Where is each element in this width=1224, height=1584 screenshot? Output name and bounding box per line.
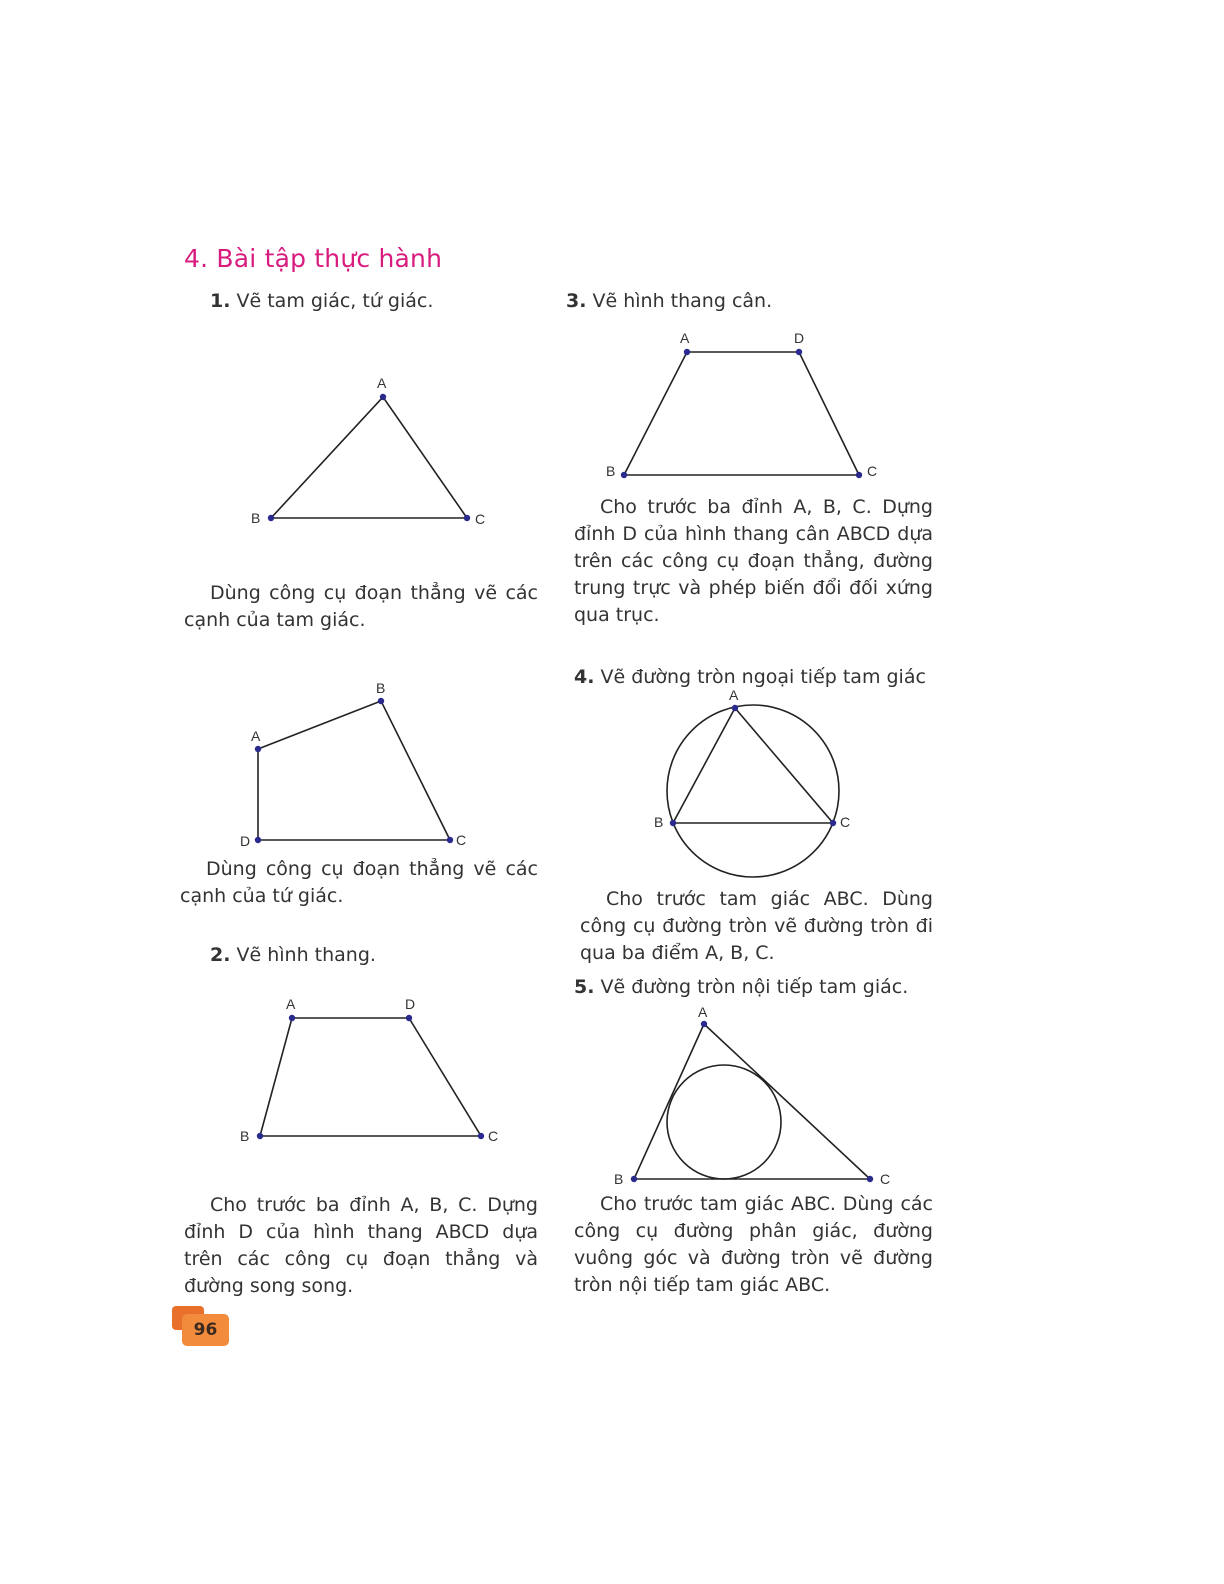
label-c: C: [488, 1128, 499, 1144]
trapezoid-sides: [260, 1018, 481, 1136]
exercise-4-number: 4.: [574, 666, 595, 688]
label-c: C: [867, 463, 878, 479]
paragraph-isosceles-trapezoid: Cho trước ba đỉnh A, B, C. Dựng đỉnh D của hình thang cân ABCD dựa trên các công cụ đoạn thẳng, đường trung trực và phép biến đổi đối xứng qua trục.: [574, 496, 933, 626]
paragraph-triangle: Dùng công cụ đoạn thẳng vẽ các cạnh của tam giác.: [184, 582, 538, 631]
label-b: B: [654, 814, 664, 830]
point-a: [732, 705, 738, 711]
label-c: C: [475, 511, 486, 527]
point-c: [856, 472, 862, 478]
point-b: [378, 698, 384, 704]
exercise-3-number: 3.: [566, 290, 587, 312]
triangle-sides: [271, 397, 467, 518]
exercise-2-title: Vẽ hình thang.: [236, 944, 376, 966]
label-c: C: [840, 814, 851, 830]
point-a: [255, 746, 261, 752]
quadrilateral-sides: [258, 701, 450, 840]
exercise-3-title: Vẽ hình thang cân.: [592, 290, 773, 312]
exercise-2-number: 2.: [210, 944, 231, 966]
point-b: [631, 1176, 637, 1182]
label-b: B: [240, 1128, 250, 1144]
paragraph-quadrilateral: Dùng công cụ đoạn thẳng vẽ các cạnh của tứ giác.: [180, 858, 538, 907]
point-b: [621, 472, 627, 478]
label-a: A: [377, 375, 387, 391]
label-c: C: [456, 832, 467, 848]
exercise-5-number: 5.: [574, 976, 595, 998]
label-b: B: [251, 510, 261, 526]
label-a: A: [680, 330, 690, 346]
point-a: [380, 394, 386, 400]
point-c: [478, 1133, 484, 1139]
isosceles-trapezoid-sides: [624, 352, 859, 475]
exercise-5-title: Vẽ đường tròn nội tiếp tam giác.: [600, 976, 909, 998]
point-a: [289, 1015, 295, 1021]
point-b: [257, 1133, 263, 1139]
circumcircle: [667, 705, 839, 877]
figure-trapezoid: [240, 996, 498, 1144]
point-c: [830, 820, 836, 826]
point-c: [867, 1176, 873, 1182]
label-a: A: [251, 728, 261, 744]
paragraph-circumcircle: Cho trước tam giác ABC. Dùng công cụ đường tròn vẽ đường tròn đi qua ba điểm A, B, C.: [580, 888, 933, 964]
label-d: D: [405, 996, 416, 1012]
exercise-1-title: Vẽ tam giác, tứ giác.: [236, 290, 434, 312]
paragraph-trapezoid: Cho trước ba đỉnh A, B, C. Dựng đỉnh D của hình thang ABCD dựa trên các công cụ đoạn thẳng và đường song song.: [184, 1194, 538, 1297]
exercise-4-title: Vẽ đường tròn ngoại tiếp tam giác: [600, 666, 926, 688]
point-c: [447, 837, 453, 843]
point-b: [268, 515, 274, 521]
label-d: D: [240, 833, 251, 849]
figure-circumcircle: [654, 687, 850, 877]
figure-isosceles-trapezoid: [606, 330, 877, 479]
point-a: [684, 349, 690, 355]
section-title: 4. Bài tập thực hành: [184, 244, 443, 273]
page-number: 96: [193, 1320, 218, 1340]
exercise-1-number: 1.: [210, 290, 231, 312]
point-c: [464, 515, 470, 521]
label-a: A: [698, 1004, 708, 1020]
point-d: [796, 349, 802, 355]
figure-triangle: [251, 375, 485, 527]
label-a: A: [729, 687, 739, 703]
point-d: [255, 837, 261, 843]
point-b: [670, 820, 676, 826]
triangle-sides: [634, 1024, 870, 1179]
point-d: [406, 1015, 412, 1021]
paragraph-incircle: Cho trước tam giác ABC. Dùng các công cụ đường phân giác, đường vuông góc và đường tròn vẽ đường tròn nội tiếp tam giác ABC.: [574, 1193, 933, 1296]
incircle: [667, 1065, 781, 1179]
figure-quadrilateral: [240, 680, 466, 849]
label-d: D: [794, 330, 805, 346]
label-b: B: [376, 680, 386, 696]
label-b: B: [606, 463, 616, 479]
label-a: A: [286, 996, 296, 1012]
label-c: C: [880, 1171, 891, 1187]
point-a: [701, 1021, 707, 1027]
figure-incircle: [614, 1004, 890, 1187]
label-b: B: [614, 1171, 624, 1187]
